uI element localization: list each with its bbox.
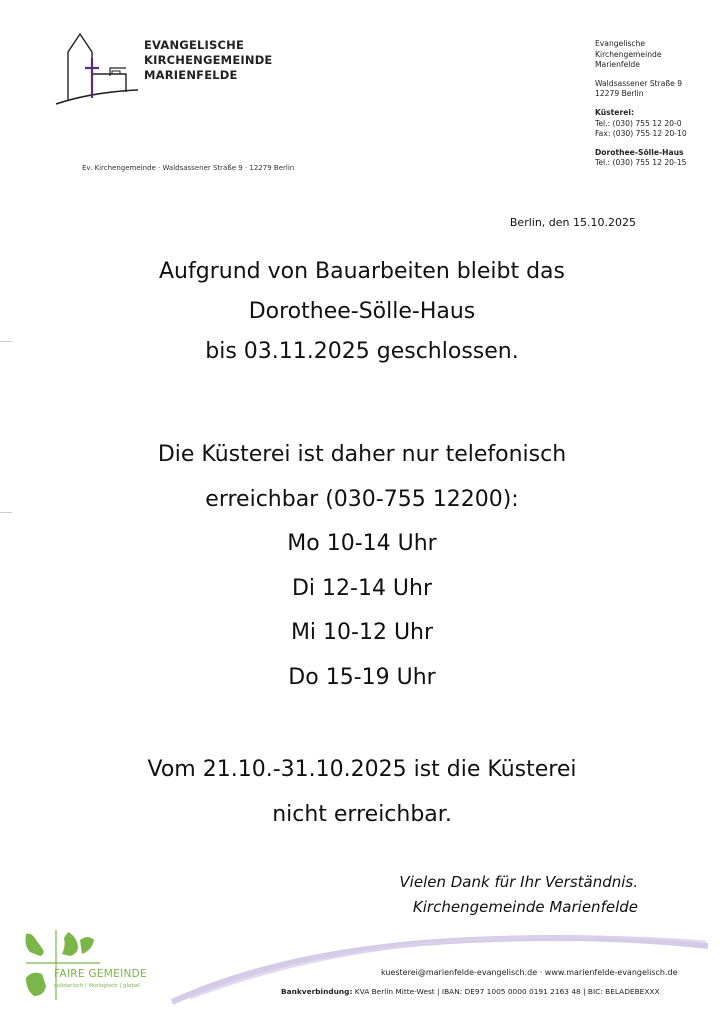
notice-paragraph-1: [40, 252, 684, 372]
notice-line: bis 03.11.2025 geschlossen.: [205, 339, 519, 364]
contact-city: 12279 Berlin: [595, 89, 644, 99]
notice-line: Die Küsterei ist daher nur telefonisch: [157, 442, 567, 467]
fold-mark: [0, 512, 12, 513]
kuesterei-heading: Küsterei:: [595, 107, 634, 117]
logo-line-1: EVANGELISCHE: [144, 38, 245, 52]
church-cross-icon: [52, 30, 142, 110]
logo-line-2: KIRCHENGEMEINDE: [144, 53, 273, 67]
contact-block: [595, 39, 687, 177]
footer-bank: [281, 987, 660, 996]
letter-date: Berlin, den 15.10.2025: [509, 216, 636, 229]
notice-paragraph-2: [40, 433, 684, 700]
notice-line: erreichbar (030-755 12200):: [205, 486, 519, 512]
hours-line: Do 15-19 Uhr: [288, 664, 436, 690]
notice-line: Vom 21.10.-31.10.2025 ist die Küsterei: [147, 757, 577, 782]
kuesterei-tel: Tel.: (030) 755 12 20-0: [595, 118, 682, 128]
dsh-heading: Dorothee-Sölle-Haus: [595, 147, 684, 157]
notice-line: nicht erreichbar.: [272, 801, 452, 827]
closing-thanks: Vielen Dank für Ihr Verständnis.: [399, 873, 638, 891]
logo-line-3: MARIENFELDE: [144, 68, 238, 82]
dsh-tel: Tel.: (030) 755 12 20-15: [595, 158, 687, 168]
faire-gemeinde-logo: [22, 930, 172, 1010]
logo-wordmark: [144, 38, 273, 83]
contact-org-1: Evangelische: [595, 39, 646, 48]
contact-org-2: Kirchengemeinde: [595, 49, 662, 59]
hours-line: Mi 10-12 Uhr: [290, 620, 434, 645]
hours-line: Di 12-14 Uhr: [291, 575, 433, 601]
fold-mark: [0, 341, 12, 342]
closing: [399, 870, 638, 920]
kuesterei-fax: Fax: (030) 755 12 20-10: [595, 129, 687, 139]
contact-street: Waldsassener Straße 9: [595, 78, 683, 88]
church-logo: [52, 30, 302, 110]
bank-details: KVA Berlin Mitte-West | IBAN: DE97 1005 0000 0191 2163 48 | BIC: BELADEBEXXX: [352, 987, 660, 996]
notice-line: Dorothee-Sölle-Haus: [248, 299, 476, 324]
footer-contact: kuesterei@marienfelde-evangelisch.de · www.marienfelde-evangelisch.de: [381, 968, 678, 977]
hours-line: Mo 10-14 Uhr: [287, 531, 437, 556]
return-address: Ev. Kirchengemeinde · Waldsassener Straße 9 · 12279 Berlin: [82, 164, 295, 172]
closing-signature: Kirchengemeinde Marienfelde: [412, 898, 638, 916]
bank-label: Bankverbindung:: [281, 987, 353, 996]
contact-org-3: Marienfelde: [595, 60, 640, 70]
notice-line: Aufgrund von Bauarbeiten bleibt das: [159, 259, 565, 284]
notice-paragraph-3: [40, 748, 684, 837]
faire-gemeinde-title: FAIRE GEMEINDE: [54, 968, 147, 980]
faire-gemeinde-subtitle: solidarisch | ökologisch | global: [54, 983, 140, 989]
